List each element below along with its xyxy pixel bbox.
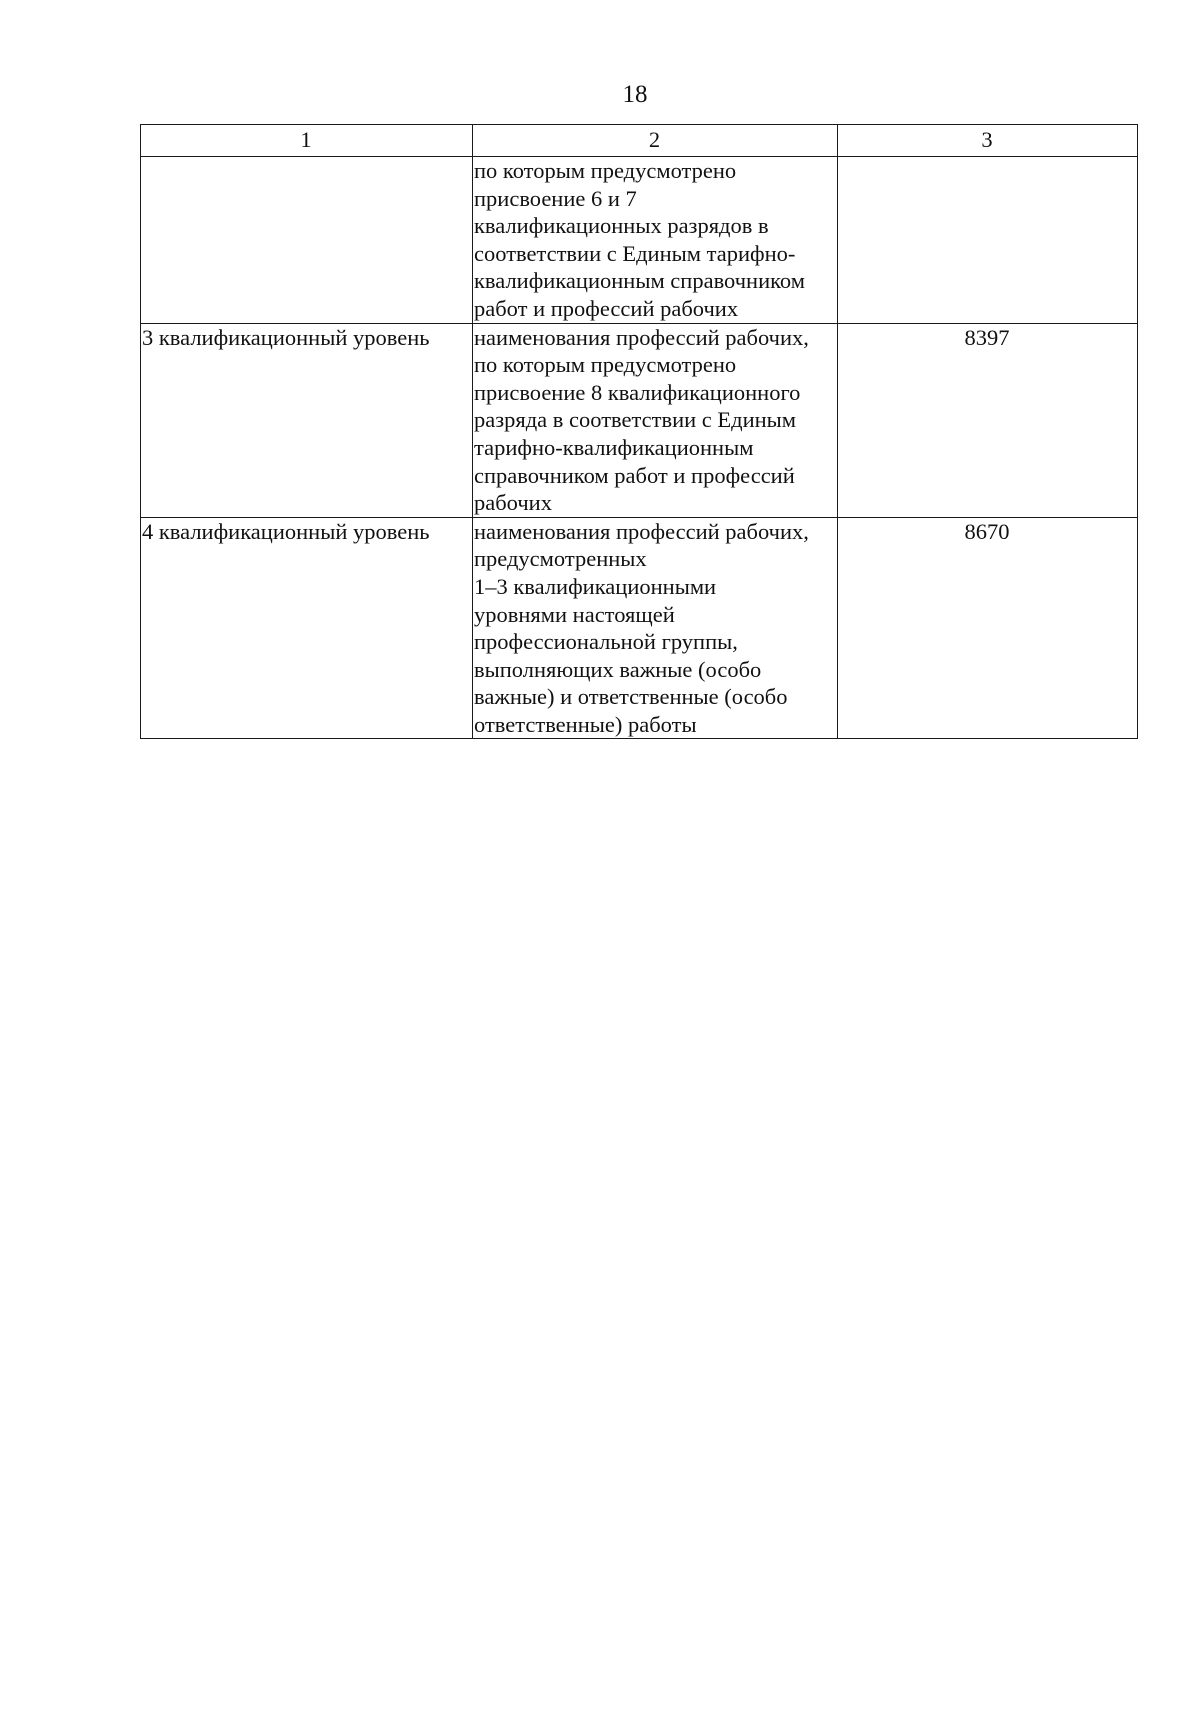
table-row (141, 157, 1138, 324)
salary-value-cell: 8397 (838, 323, 1138, 517)
description-line: разряда в соответствии с Единым (474, 407, 797, 433)
description-line: профессиональной группы, (474, 629, 738, 655)
description-line: присвоение 6 и 7 (474, 185, 637, 211)
salary-level-table (140, 124, 1138, 739)
description-line: присвоение 8 квалификационного (474, 379, 801, 405)
profession-description-cell (473, 323, 838, 517)
description-line: по которым предусмотрено (474, 158, 737, 183)
column-header-1: 1 (141, 125, 473, 157)
description-line: наименования профессий рабочих, (474, 518, 809, 544)
qualification-level-cell: 4 квалификационный уровень (141, 517, 473, 739)
table-header-row (141, 125, 1138, 157)
description-line: важные) и ответственные (особо (474, 684, 788, 710)
description-line: выполняющих важные (особо (474, 656, 762, 682)
description-line: уровнями настоящей (474, 601, 675, 627)
description-line: ответственные) работы (474, 711, 697, 737)
page-number: 18 (622, 81, 648, 108)
description-line: рабочих (474, 490, 552, 516)
description-line: справочником работ и профессий (474, 462, 795, 488)
description-line: тарифно-квалификационным (474, 434, 754, 460)
description-line: работ и профессий рабочих (474, 295, 739, 321)
salary-value-cell (838, 157, 1138, 324)
description-line: предусмотренных (474, 546, 647, 572)
column-header-2: 2 (473, 125, 838, 157)
table-row (141, 323, 1138, 517)
description-line: соответствии с Единым тарифно- (474, 240, 796, 266)
column-header-3: 3 (838, 125, 1138, 157)
description-line: квалификационным справочником (474, 268, 805, 294)
salary-value-cell: 8670 (838, 517, 1138, 739)
table-row (141, 517, 1138, 739)
profession-description-cell (473, 157, 838, 324)
description-line: по которым предусмотрено (474, 352, 737, 378)
profession-description-cell (473, 517, 838, 739)
qualification-level-cell (141, 157, 473, 324)
qualification-level-cell: 3 квалификационный уровень (141, 323, 473, 517)
description-line: наименования профессий рабочих, (474, 324, 809, 350)
description-line: квалификационных разрядов в (474, 213, 769, 239)
description-line: 1–3 квалификационными (474, 573, 717, 599)
